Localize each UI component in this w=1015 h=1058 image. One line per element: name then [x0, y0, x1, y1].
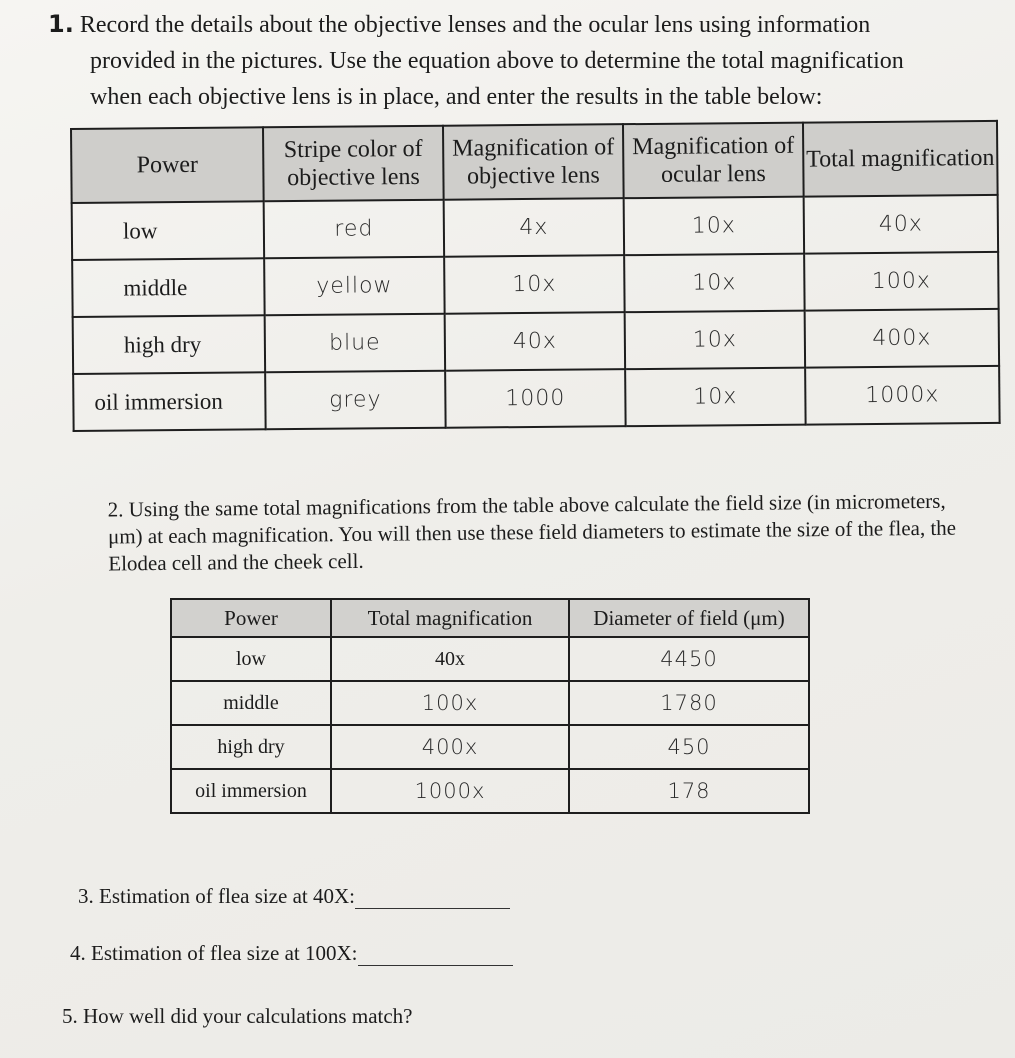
ocular-mag-cell: 10x	[625, 368, 805, 427]
power-cell: high dry	[73, 315, 265, 374]
objective-mag-cell: 10x	[444, 255, 624, 314]
question-5: 5. How well did your calculations match?	[62, 1004, 413, 1028]
question-3	[78, 884, 510, 909]
ocular-mag-cell: 10x	[624, 197, 804, 256]
total-mag-cell: 400x	[805, 309, 999, 368]
field-diameter-cell: 450	[569, 725, 809, 769]
table-row	[73, 309, 999, 374]
power-cell: middle	[72, 258, 264, 317]
question-4-text: 4. Estimation of flea size at 100X:	[70, 941, 358, 965]
power-cell: oil immersion	[73, 372, 265, 431]
header-ocular-magnification: Magnification of ocular lens	[623, 123, 804, 199]
ocular-mag-cell: 10x	[624, 254, 804, 313]
question-4	[70, 941, 513, 966]
objective-mag-cell: 4x	[444, 198, 624, 257]
total-mag-cell: 400x	[331, 725, 569, 769]
question-1-number: 1.	[48, 10, 74, 38]
objective-mag-cell: 40x	[445, 312, 625, 371]
stripe-color-cell: yellow	[264, 257, 444, 316]
header-stripe-color: Stripe color of objective lens	[263, 126, 444, 202]
header-objective-magnification: Magnification of objective lens	[443, 124, 624, 200]
question-1-line-3: when each objective lens is in place, and enter the results in the table below:	[90, 84, 823, 110]
table-header-row	[71, 121, 998, 203]
table-row	[73, 366, 999, 431]
table-row	[171, 637, 809, 681]
table-row	[171, 681, 809, 725]
power-cell: middle	[171, 681, 331, 725]
answer-blank[interactable]	[355, 908, 510, 909]
header-power: Power	[171, 599, 331, 637]
header-power: Power	[71, 127, 264, 203]
total-mag-cell: 100x	[804, 252, 998, 311]
objective-mag-cell: 1000	[445, 369, 625, 428]
field-diameter-cell: 4450	[569, 637, 809, 681]
stripe-color-cell: grey	[265, 371, 445, 430]
power-cell: low	[72, 201, 264, 260]
table-row	[72, 252, 998, 317]
question-1	[48, 6, 1008, 115]
total-mag-cell: 1000x	[805, 366, 999, 425]
total-mag-cell: 40x	[804, 195, 998, 254]
question-1-line-2: provided in the pictures. Use the equation above to determine the total magnification	[90, 48, 904, 74]
table-row	[72, 195, 998, 260]
objective-lens-table	[70, 120, 1001, 432]
answer-blank[interactable]	[358, 965, 513, 966]
header-field-diameter: Diameter of field (μm)	[569, 599, 809, 637]
total-mag-cell: 40x	[331, 637, 569, 681]
stripe-color-cell: red	[264, 200, 444, 259]
table-header-row	[171, 599, 809, 637]
question-2: 2. Using the same total magnifications from the table above calculate the field size (in micrometers, μm) at each magnification. You will then use these field diameters to estimate the size of the flea, the Elodea cell and the cheek cell.	[107, 488, 957, 576]
table-row	[171, 769, 809, 813]
question-1-line-1: Record the details about the objective lenses and the ocular lens using information	[79, 12, 871, 38]
power-cell: low	[171, 637, 331, 681]
field-diameter-cell: 1780	[569, 681, 809, 725]
total-mag-cell: 100x	[331, 681, 569, 725]
ocular-mag-cell: 10x	[625, 311, 805, 370]
header-total-magnification: Total magnification	[331, 599, 569, 637]
stripe-color-cell: blue	[265, 314, 445, 373]
field-diameter-table	[170, 598, 810, 814]
total-mag-cell: 1000x	[331, 769, 569, 813]
question-3-text: 3. Estimation of flea size at 40X:	[78, 884, 356, 908]
header-total-magnification: Total magnification	[803, 121, 998, 197]
table-row	[171, 725, 809, 769]
power-cell: oil immersion	[171, 769, 331, 813]
power-cell: high dry	[171, 725, 331, 769]
field-diameter-cell: 178	[569, 769, 809, 813]
